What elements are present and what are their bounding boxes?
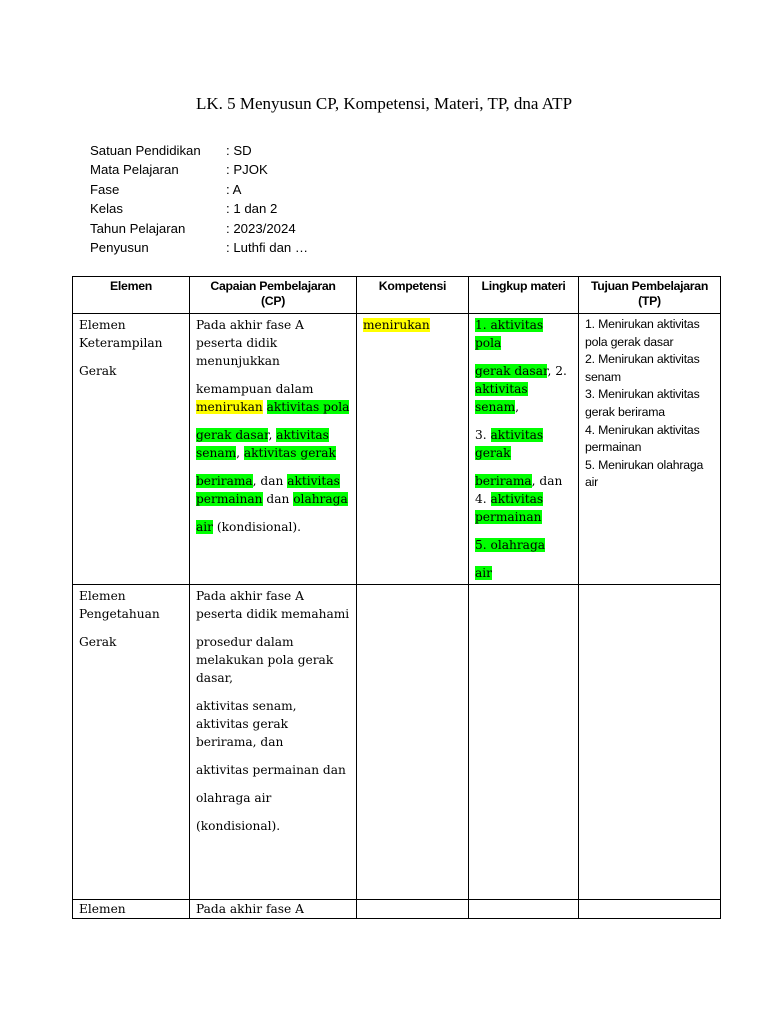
header-elemen-label: Elemen [110, 279, 152, 293]
cp-text: (kondisional). [213, 520, 302, 534]
elemen-line: Elemen [79, 318, 126, 332]
meta-value: : 2023/2024 [226, 220, 296, 236]
cell-kompetensi [357, 585, 469, 900]
header-elemen [73, 277, 190, 314]
cp-text: , dan [252, 474, 288, 488]
header-kompetensi [357, 277, 469, 314]
lingkup-highlight: aktivitas senam [475, 382, 528, 414]
cp-text: aktivitas permainan dan [196, 763, 346, 777]
lingkup-highlight: gerak dasar [475, 364, 548, 378]
cell-elemen [73, 900, 190, 919]
meta-label: Mata Pelajaran [90, 162, 179, 178]
lingkup-text: , dan 4. [475, 474, 563, 506]
cp-text: prosedur dalam melakukan pola gerak dasar, [196, 635, 334, 685]
meta-value: : A [226, 181, 242, 197]
cell-kompetensi [357, 900, 469, 919]
meta-row-tahun [90, 219, 308, 238]
cp-highlight: aktivitas gerak [243, 446, 336, 460]
cell-lingkup [469, 900, 579, 919]
cp-highlight: air [196, 520, 213, 534]
cp-text: Pada akhir fase A [196, 902, 304, 916]
cell-tp [579, 900, 721, 919]
tp-item: 4. Menirukan aktivitas permainan [585, 422, 700, 455]
lingkup-text: , 2. [547, 364, 567, 378]
cp-text: olahraga air [196, 791, 272, 805]
meta-label: Tahun Pelajaran [90, 220, 186, 236]
meta-value: : PJOK [226, 162, 268, 178]
cell-lingkup [469, 585, 579, 900]
cp-text: aktivitas senam, aktivitas gerak berirama, dan [196, 699, 297, 749]
elemen-line: Gerak [79, 364, 117, 378]
cp-table [72, 276, 721, 919]
cp-highlight: berirama [196, 474, 253, 488]
header-lingkup-label: Lingkup materi [481, 279, 566, 293]
header-tp-line2: (TP) [638, 294, 661, 308]
cp-highlight: gerak dasar [196, 428, 269, 442]
elemen-line: Pengetahuan [79, 607, 160, 621]
meta-row-satuan [90, 141, 308, 160]
meta-label: Satuan Pendidikan [90, 143, 201, 158]
page-title: LK. 5 Menyusun CP, Kompetensi, Materi, TP, dna ATP [195, 94, 573, 113]
cp-text: kemampuan dalam [196, 382, 314, 396]
cp-highlight: menirukan [196, 400, 263, 414]
cp-text: , [268, 428, 277, 442]
header-tp [579, 277, 721, 314]
header-tp-line1: Tujuan Pembelajaran [590, 279, 709, 293]
meta-value: : 1 dan 2 [226, 201, 278, 217]
cp-highlight: aktivitas senam [196, 428, 329, 460]
table-row [73, 585, 721, 900]
table-header-row [73, 277, 721, 314]
lingkup-highlight: berirama [475, 474, 532, 488]
header-cp [190, 277, 357, 314]
tp-item: 3. Menirukan aktivitas gerak berirama [585, 387, 700, 419]
elemen-line: Elemen [79, 589, 126, 603]
cp-text: , [236, 446, 244, 460]
cp-highlight: aktivitas permainan [196, 474, 340, 506]
lingkup-highlight: 1. aktivitas pola [475, 318, 544, 350]
cp-highlight: olahraga [293, 492, 348, 506]
elemen-line: Keterampilan [79, 336, 163, 350]
lingkup-text: , [515, 400, 520, 414]
meta-row-fase [90, 180, 308, 199]
meta-row-penyusun [90, 238, 308, 257]
cell-cp [190, 314, 357, 585]
cell-lingkup [469, 314, 579, 585]
meta-value: : SD [226, 143, 252, 158]
meta-label: Kelas [90, 201, 123, 217]
header-cp-line1: Capaian Pembelajaran [210, 279, 336, 293]
cell-elemen [73, 314, 190, 585]
meta-row-kelas [90, 199, 308, 218]
header-kompetensi-label: Kompetensi [378, 279, 447, 293]
cp-text: dan [262, 492, 294, 506]
lingkup-text: 3. [475, 428, 491, 442]
meta-row-mapel [90, 160, 308, 179]
lingkup-highlight: air [475, 566, 492, 580]
cp-text: Pada akhir fase A peserta didik memahami [196, 589, 350, 621]
document-meta [90, 141, 308, 257]
cp-text: Pada akhir fase A peserta didik menunjukkan [196, 318, 304, 368]
cell-tp [579, 585, 721, 900]
table-row [73, 900, 721, 919]
cell-kompetensi [357, 314, 469, 585]
meta-value: : Luthfi dan … [226, 239, 309, 255]
tp-item: 5. Menirukan olahraga air [585, 457, 704, 490]
meta-label: Fase [90, 181, 120, 197]
elemen-line: Elemen [79, 902, 126, 916]
cp-highlight: aktivitas pola [266, 400, 350, 414]
cp-text: (kondisional). [196, 819, 281, 833]
cell-tp [579, 314, 721, 585]
table-row [73, 314, 721, 585]
cell-cp [190, 585, 357, 900]
lingkup-highlight: aktivitas gerak [475, 428, 544, 460]
cell-elemen [73, 585, 190, 900]
cell-cp [190, 900, 357, 919]
header-lingkup [469, 277, 579, 314]
meta-label: Penyusun [90, 239, 149, 255]
header-cp-line2: (CP) [260, 294, 286, 308]
tp-item: 2. Menirukan aktivitas senam [585, 352, 700, 384]
kompetensi-highlight: menirukan [363, 318, 430, 332]
elemen-line: Gerak [79, 635, 117, 649]
tp-item: 1. Menirukan aktivitas pola gerak dasar [585, 317, 700, 349]
lingkup-highlight: aktivitas permainan [475, 492, 544, 524]
lingkup-highlight: 5. olahraga [475, 538, 546, 552]
